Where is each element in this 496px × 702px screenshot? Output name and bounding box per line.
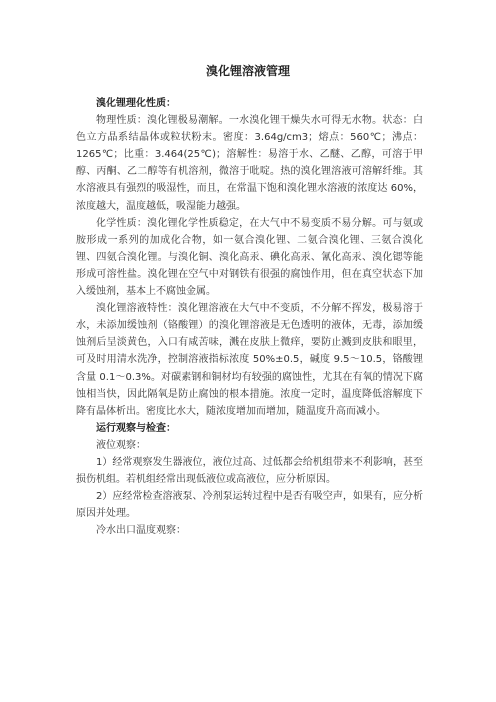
paragraph-outlet-temperature: 冷水出口温度观察： xyxy=(96,525,186,537)
document-title: 溴化锂溶液管理 xyxy=(205,64,290,78)
section-heading-properties: 溴化锂理化性质： xyxy=(96,98,176,109)
paragraph-item-1: 1）经常观察发生器液位，液位过高、过低都会给机组带来不利影响，甚至损伤机组。若机组经常出现低液位或高液位，应分析原因。 xyxy=(76,456,423,486)
paragraph-solution-characteristics: 溴化锂溶液特性：溴化锂溶液在大气中不变质，不分解不挥发，极易溶于水，未添加缓蚀剂（铬酸锂）的溴化锂溶液是无色透明的液体，无毒，添加缓蚀剂后呈淡黄色，入口有咸苦味，溅在皮肤上微痒，要防止溅到皮肤和眼里，可及时用清水洗净，控制溶液指标浓度 50%±0.5，碱度 9.5～10.5，铬酸锂含量 0.1～0.3%。对碳素钢和铜材均有较强的腐蚀性，尤其在有氧的情况下腐蚀相当快，因此隔氧是防止腐蚀的根本措施。浓度一定时，温度降低溶解度下降有晶体析出。密度比水大，随浓度增加而增加，随温度升高而减小。 xyxy=(76,303,423,417)
paragraph-item-2: 2）应经常检查溶液泵、冷剂泵运转过程中是否有吸空声，如果有，应分析原因并处理。 xyxy=(76,491,423,520)
paragraph-physical-properties: 物理性质：溴化锂极易潮解。一水溴化锂干燥失水可得无水物。状态：白色立方晶系结晶体或粒状粉末。密度：3.64g/cm3；熔点：560℃；沸点：1265℃；比重：3.464(25℃)；溶解性：易溶于水、乙醚、乙醇，可溶于甲醇、丙酮、乙二醇等有机溶剂，微溶于吡啶。热的溴化锂溶液可溶解纤维。其水溶液具有强烈的吸湿性，而且，在常温下饱和溴化锂水溶液的浓度达 60%，浓度越大，温度越低，吸湿能力越强。 xyxy=(76,115,423,212)
paragraph-level-observation: 液位观察： xyxy=(96,439,146,451)
paragraph-chemical-properties: 化学性质：溴化锂化学性质稳定，在大气中不易变质不易分解。可与氨或胺形成一系列的加成化合物，如一氨合溴化锂、二氨合溴化锂、三氨合溴化锂、四氨合溴化锂。与溴化铜、溴化高汞、碘化高汞、氰化高汞、溴化锶等能形成可溶性盐。溴化锂在空气中对钢铁有很强的腐蚀作用，但在真空状态下加入缓蚀剂，基本上不腐蚀金属。 xyxy=(76,217,423,298)
document-body xyxy=(76,95,423,539)
section-heading-operation: 运行观察与检查： xyxy=(96,422,176,434)
